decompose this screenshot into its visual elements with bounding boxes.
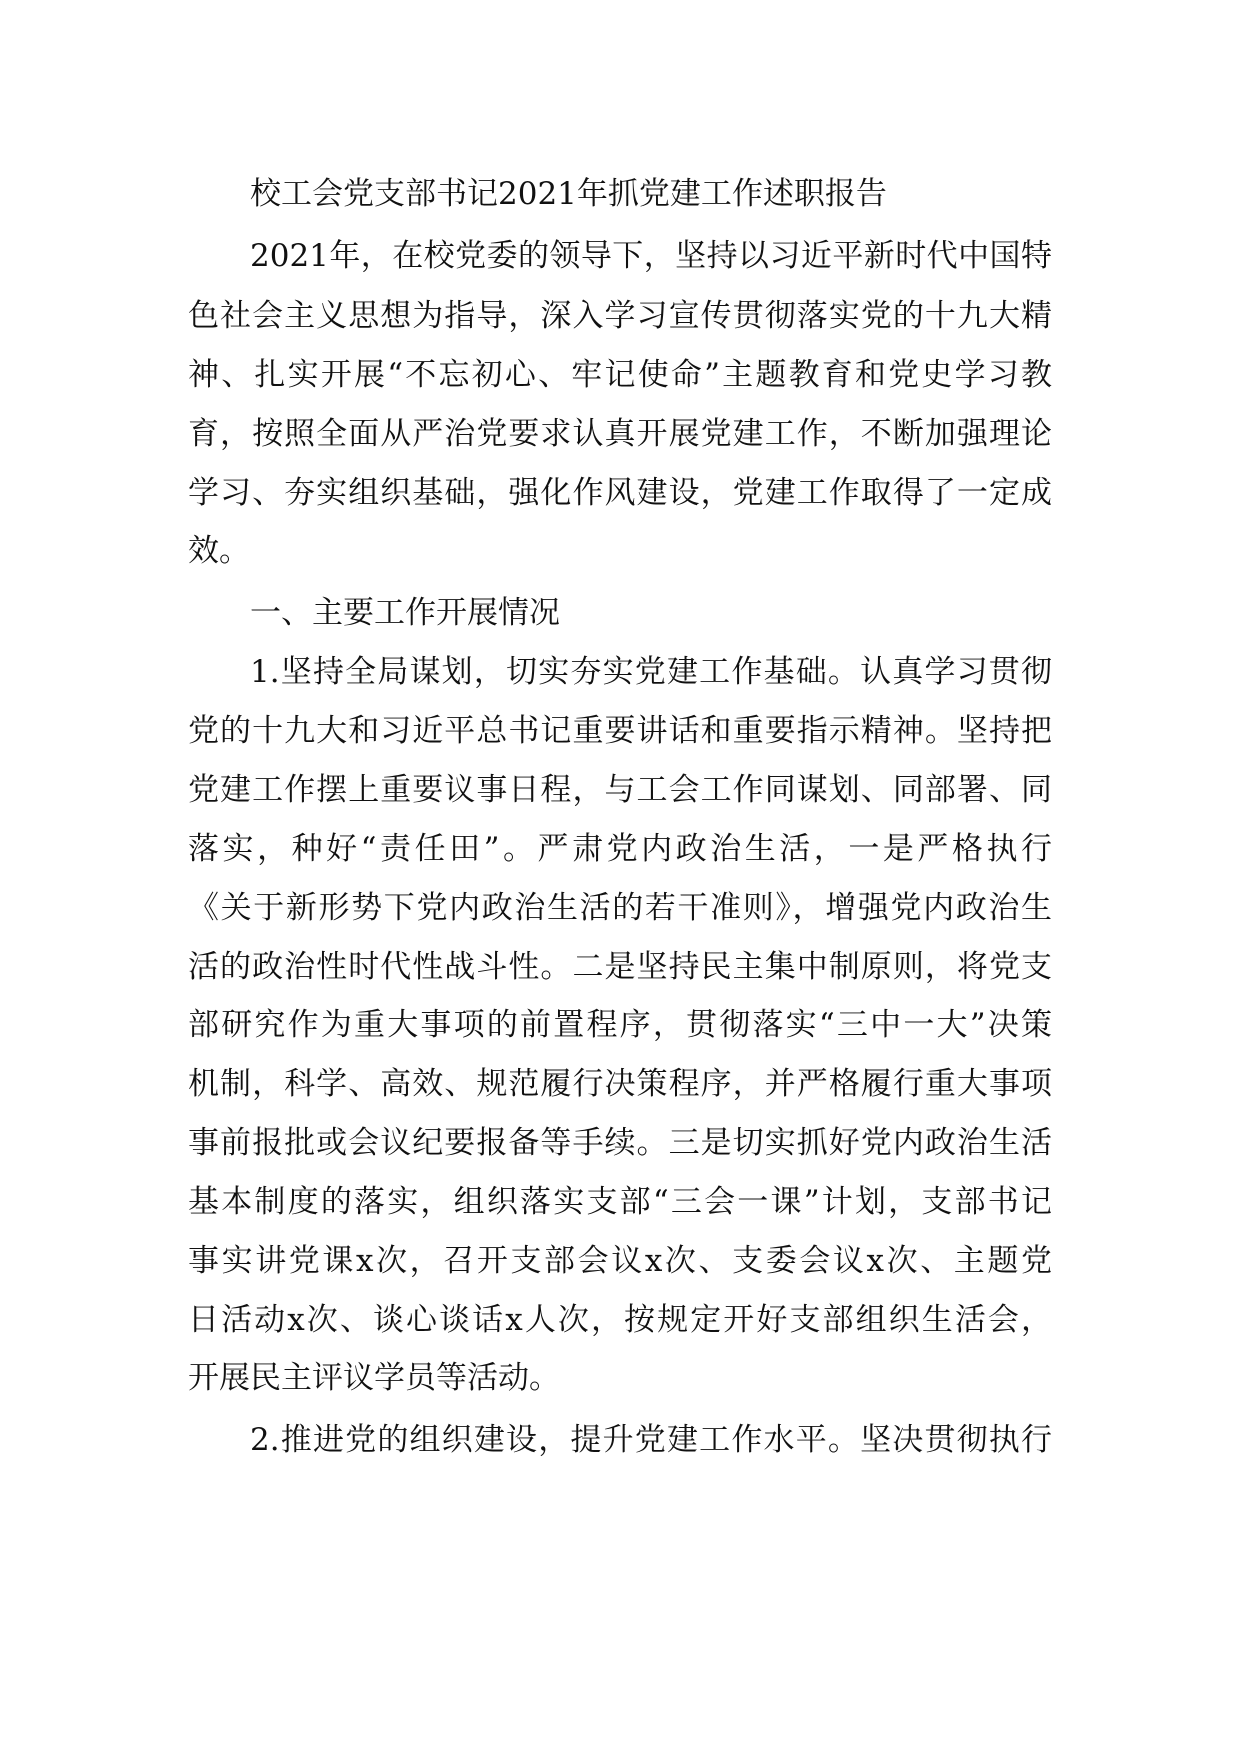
- document-title: 校工会党支部书记2021年抓党建工作述职报告: [250, 176, 887, 212]
- paragraph-line: 神、扎实开展“不忘初心、牢记使命”主题教育和党史学习教: [188, 357, 1052, 393]
- paragraph-line: 党建工作摆上重要议事日程，与工会工作同谋划、同部署、同: [188, 772, 1052, 808]
- paragraph-line: 落实，种好“责任田”。严肃党内政治生活，一是严格执行: [188, 831, 1052, 867]
- paragraph-line: 机制，科学、高效、规范履行决策程序，并严格履行重大事项: [188, 1066, 1052, 1102]
- paragraph-line: 2.推进党的组织建设，提升党建工作水平。坚决贯彻执行: [250, 1422, 1052, 1458]
- paragraph-line: 事实讲党课x次，召开支部会议x次、支委会议x次、主题党: [188, 1243, 1052, 1279]
- paragraph-line: 色社会主义思想为指导，深入学习宣传贯彻落实党的十九大精: [188, 298, 1052, 334]
- paragraph-line: 党的十九大和习近平总书记重要讲话和重要指示精神。坚持把: [188, 713, 1052, 749]
- paragraph-line: 《关于新形势下党内政治生活的若干准则》，增强党内政治生: [188, 890, 1052, 926]
- section-heading: 一、主要工作开展情况: [250, 595, 560, 631]
- paragraph-line: 1.坚持全局谋划，切实夯实党建工作基础。认真学习贯彻: [250, 654, 1052, 690]
- paragraph-line: 开展民主评议学员等活动。: [188, 1360, 560, 1396]
- paragraph-line: 育，按照全面从严治党要求认真开展党建工作，不断加强理论: [188, 416, 1052, 452]
- paragraph-line: 2021年，在校党委的领导下，坚持以习近平新时代中国特: [250, 238, 1052, 274]
- paragraph-line: 学习、夯实组织基础，强化作风建设，党建工作取得了一定成: [188, 475, 1052, 511]
- paragraph-line: 事前报批或会议纪要报备等手续。三是切实抓好党内政治生活: [188, 1125, 1052, 1161]
- paragraph-line: 部研究作为重大事项的前置程序，贯彻落实“三中一大”决策: [188, 1007, 1052, 1043]
- paragraph-line: 活的政治性时代性战斗性。二是坚持民主集中制原则，将党支: [188, 949, 1052, 985]
- paragraph-line: 基本制度的落实，组织落实支部“三会一课”计划，支部书记: [188, 1184, 1052, 1220]
- paragraph-line: 日活动x次、谈心谈话x人次，按规定开好支部组织生活会，: [188, 1302, 1052, 1338]
- paragraph-line: 效。: [188, 533, 250, 569]
